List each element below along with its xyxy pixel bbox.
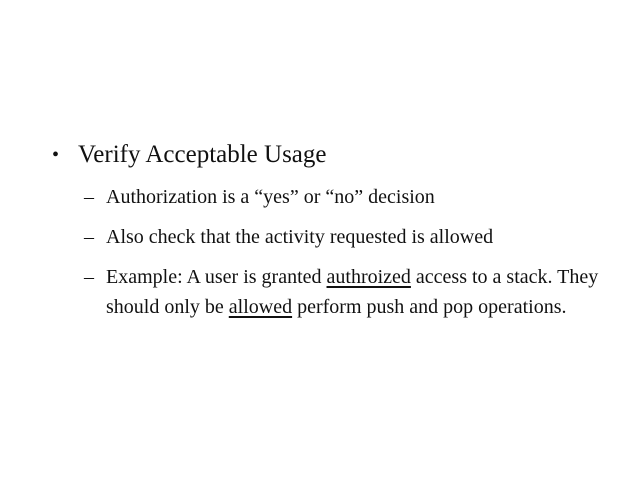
sub-bullet-3-part1: Example: A user is granted bbox=[106, 266, 327, 288]
sub-bullet-3-part2: access to a stack. They should only be bbox=[106, 266, 599, 318]
sub-bullet-1-text: Authorization is a “yes” or “no” decision bbox=[106, 186, 435, 208]
bullet-block bbox=[52, 138, 612, 332]
sub-bullet-3 bbox=[84, 262, 612, 322]
sub-bullet-3-text bbox=[106, 262, 612, 322]
sub-bullet-3-part3: perform push and pop operations. bbox=[292, 296, 567, 318]
underlined-word-allowed: allowed bbox=[228, 296, 293, 318]
dash-marker: – bbox=[84, 266, 94, 288]
sub-bullet-2-text: Also check that the activity requested is allowed bbox=[106, 226, 494, 248]
sub-bullet-1 bbox=[84, 182, 612, 212]
dash-marker: – bbox=[84, 226, 94, 248]
sub-bullet-list bbox=[52, 182, 612, 322]
bullet-marker: • bbox=[52, 144, 60, 166]
dash-marker: – bbox=[84, 186, 94, 208]
sub-bullet-2 bbox=[84, 222, 612, 252]
main-bullet-text: Verify Acceptable Usage bbox=[78, 141, 327, 168]
main-bullet bbox=[52, 138, 612, 172]
underlined-word-authroized: authroized bbox=[326, 266, 411, 288]
